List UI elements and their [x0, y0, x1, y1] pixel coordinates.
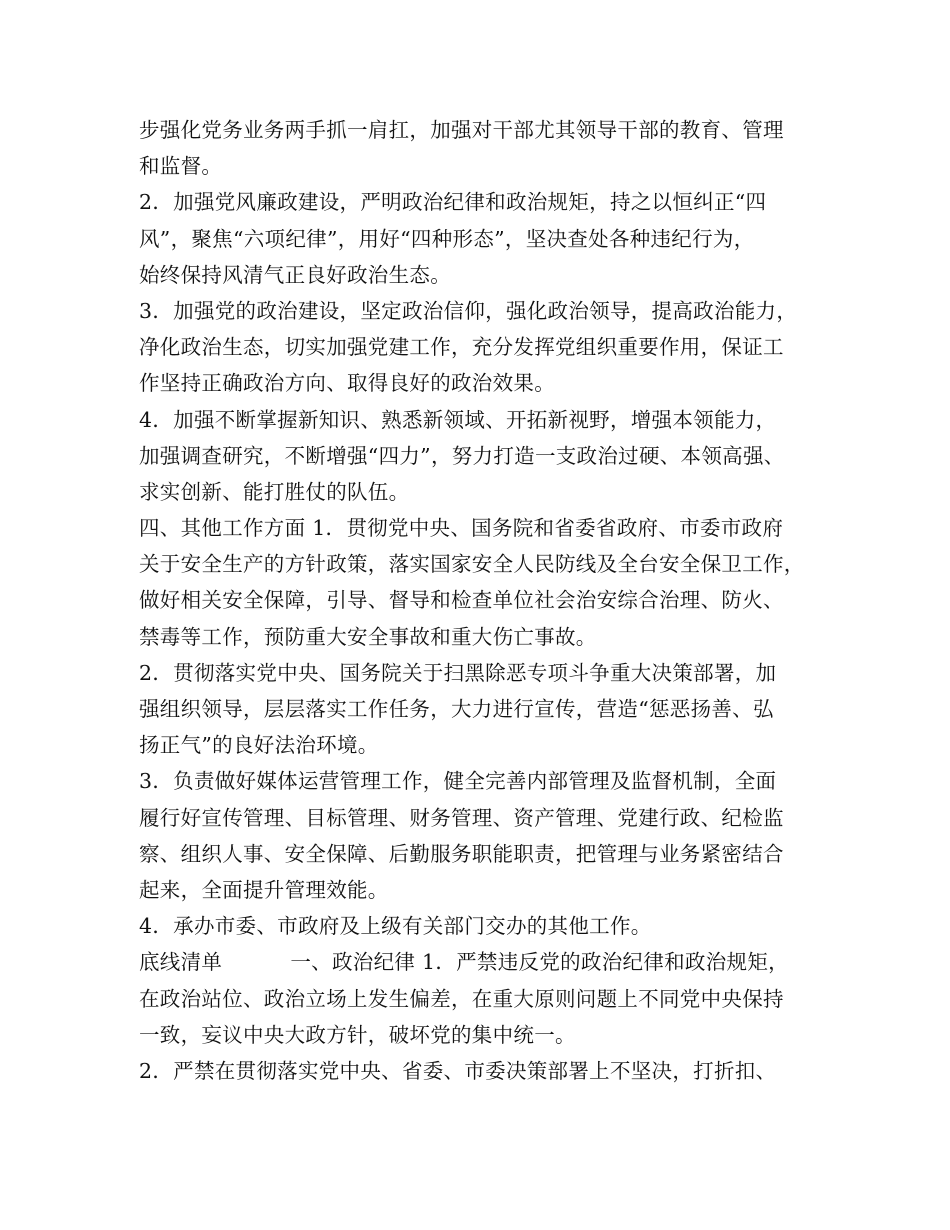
text-line: 底线清单 一、政治纪律 1．严禁违反党的政治纪律和政治规矩，	[139, 950, 789, 975]
text-line: 在政治站位、政治立场上发生偏差，在重大原则问题上不同党中央保持	[139, 986, 784, 1011]
text-line: 2．加强党风廉政建设，严明政治纪律和政治规矩，持之以恒纠正“四	[139, 190, 767, 215]
text-line: 一致，妄议中央大政方针，破坏党的集中统一。	[139, 1022, 576, 1047]
text-line: 强组织领导，层层落实工作任务，大力进行宣传，营造“惩恶扬善、弘	[139, 697, 774, 721]
text-line: 始终保持风清气正良好政治生态。	[139, 262, 451, 287]
text-line: 4．承办市委、市政府及上级有关部门交办的其他工作。	[139, 914, 652, 939]
text-line: 求实创新、能打胜仗的队伍。	[139, 479, 410, 504]
text-line: 净化政治生态，切实加强党建工作，充分发挥党组织重要作用，保证工	[139, 335, 784, 360]
text-line: 风”，聚焦“六项纪律”，用好“四种形态”，坚决查处各种违纪行为，	[139, 226, 755, 251]
text-line: 4．加强不断掌握新知识、熟悉新领域、开拓新视野，增强本领能力，	[139, 407, 777, 432]
text-line: 扬正气”的良好法治环境。	[139, 733, 379, 758]
text-line: 步强化党务业务两手抓一肩扛，加强对干部尤其领导干部的教育、管理	[139, 118, 784, 142]
text-line: 2．贯彻落实党中央、国务院关于扫黑除恶专项斗争重大决策部署，加	[139, 660, 777, 685]
text-line: 四、其他工作方面 1．贯彻党中央、国务院和省委省政府、市委市政府	[139, 516, 784, 541]
text-line: 加强调查研究，不断增强“四力”，努力打造一支政治过硬、本领高强、	[139, 443, 785, 468]
text-line: 禁毒等工作，预防重大安全事故和重大伤亡事故。	[139, 624, 597, 649]
text-line: 2．严禁在贯彻落实党中央、省委、市委决策部署上不坚决，打折扣、	[139, 1058, 777, 1083]
document-body	[139, 112, 829, 1089]
text-line: 3．负责做好媒体运营管理工作，健全完善内部管理及监督机制，全面	[139, 769, 777, 794]
text-line: 3．加强党的政治建设，坚定政治信仰，强化政治领导，提高政治能力，	[139, 298, 798, 323]
text-line: 察、组织人事、安全保障、后勤服务职能职责，把管理与业务紧密结合	[139, 841, 784, 866]
text-line: 起来，全面提升管理效能。	[139, 877, 389, 902]
text-line: 作坚持正确政治方向、取得良好的政治效果。	[139, 371, 555, 396]
text-line: 和监督。	[139, 154, 223, 179]
text-line: 履行好宣传管理、目标管理、财务管理、资产管理、党建行政、纪检监	[139, 805, 784, 830]
text-line: 关于安全生产的方针政策，落实国家安全人民防线及全台安全保卫工作，	[139, 552, 805, 577]
text-line: 做好相关安全保障，引导、督导和检查单位社会治安综合治理、防火、	[139, 588, 784, 613]
